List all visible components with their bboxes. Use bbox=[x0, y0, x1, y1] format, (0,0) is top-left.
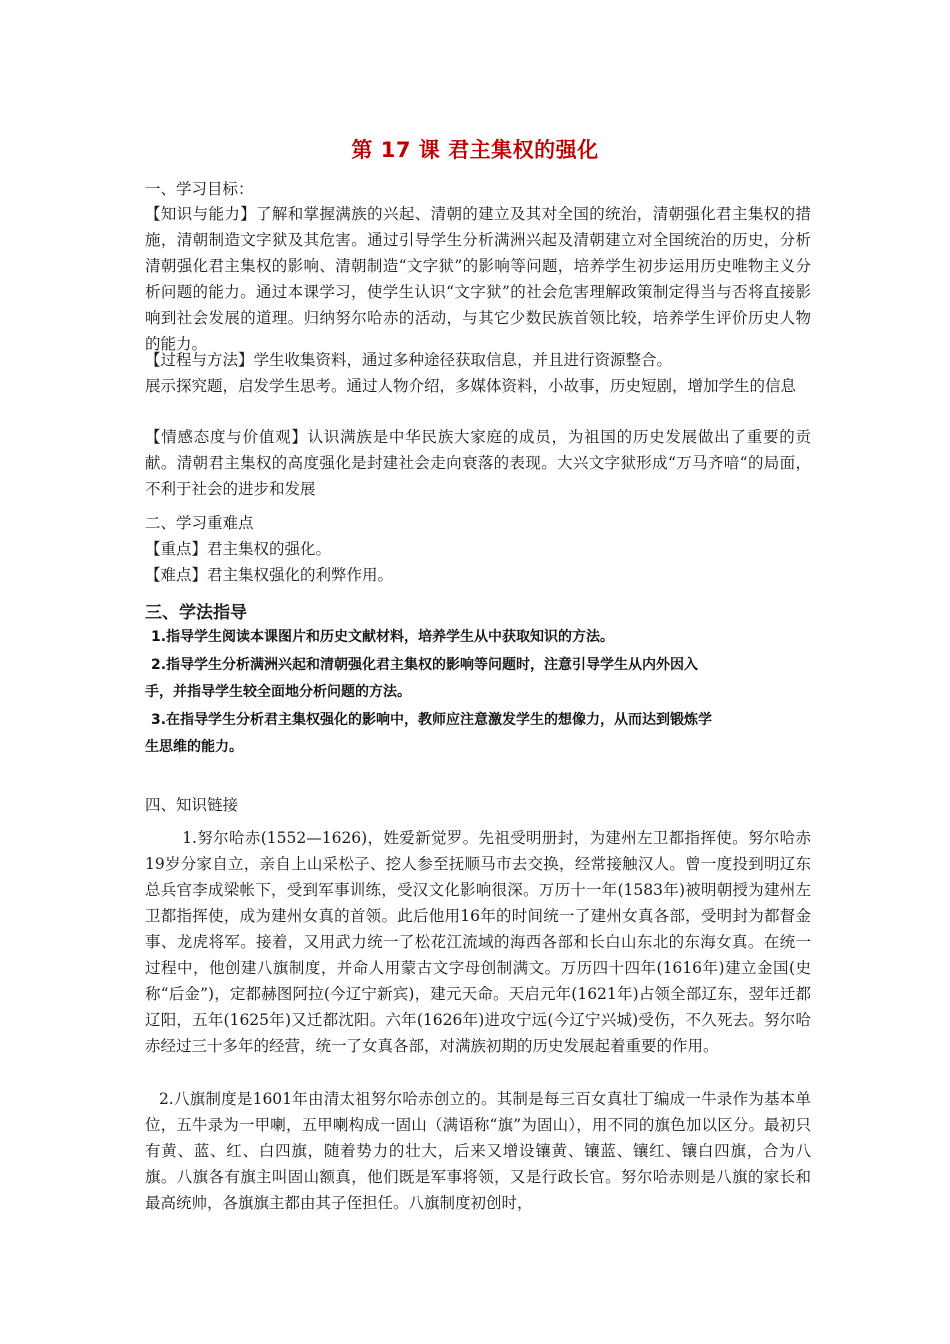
process-method-paragraph: 【过程与方法】学生收集资料，通过多种途径获取信息，并且进行资源整合。 bbox=[145, 351, 673, 369]
method-guide-item-3: 3.在指导学生分析君主集权强化的影响中，教师应注意激发学生的想像力，从而达到锻炼学 bbox=[151, 712, 713, 728]
section-heading-knowledge-link: 四、知识链接 bbox=[145, 796, 239, 814]
method-guide-item-2: 2.指导学生分析满洲兴起和清朝强化君主集权的影响等问题时，注意引导学生从内外因入 bbox=[151, 657, 699, 673]
difficult-point: 【难点】君主集权强化的利弊作用。 bbox=[145, 566, 394, 584]
exploration-paragraph: 展示探究题，启发学生思考。通过人物介绍，多媒体资料，小故事，历史短剧，增加学生的信息 bbox=[145, 377, 797, 395]
section-heading-keypoints: 二、学习重难点 bbox=[145, 514, 254, 532]
method-guide-item-1: 1.指导学生阅读本课图片和历史文献材料，培养学生从中获取知识的方法。 bbox=[151, 629, 615, 645]
knowledge-ability-paragraph: 【知识与能力】了解和掌握满族的兴起、清朝的建立及其对全国的统治，清朝强化君主集权的措施，清朝制造文字狱及其危害。通过引导学生分析满洲兴起及清朝建立对全国统治的历史，分析清朝强化君主集权的影响、清朝制造“文字狱”的影响等问题，培养学生初步运用历史唯物主义分析问题的能力。通过本课学习，使学生认识“文字狱”的社会危害理解政策制定得当与否将直接影响到社会发展的道理。归纳努尔哈赤的活动，与其它少数民族首领比较，培养学生评价历史人物的能力。 bbox=[145, 205, 811, 353]
key-point: 【重点】君主集权的强化。 bbox=[145, 540, 332, 558]
page-title: 第 17 课 君主集权的强化 bbox=[351, 138, 599, 162]
knowledge-link-eight-banners: 2.八旗制度是1601年由清太祖努尔哈赤创立的。其制是每三百女真壮丁编成一牛录作为基本单位，五牛录为一甲喇，五甲喇构成一固山（满语称“旗”为固山），用不同的旗色加以区分。最初只有黄、蓝、红、白四旗，随着势力的壮大，后来又增设镶黄、镶蓝、镶红、镶白四旗，合为八旗。八旗各有旗主叫固山额真，他们既是军事将领，又是行政长官。努尔哈赤则是八旗的家长和最高统帅，各旗旗主都由其子侄担任。八旗制度初创时， bbox=[145, 1090, 811, 1212]
emotion-values-paragraph: 【情感态度与价值观】认识满族是中华民族大家庭的成员，为祖国的历史发展做出了重要的贡献。清朝君主集权的高度强化是封建社会走向衰落的表现。大兴文字狱形成“万马齐喑“的局面，不利于社会的进步和发展 bbox=[145, 428, 811, 498]
method-guide-item-3-cont: 生思维的能力。 bbox=[145, 739, 243, 755]
section-heading-objectives: 一、学习目标： bbox=[145, 180, 254, 198]
knowledge-link-nurhaci: 1.努尔哈赤(1552—1626)，姓爱新觉罗。先祖受明册封，为建州左卫都指挥使。努尔哈赤19岁分家自立，亲自上山采松子、挖人参至抚顺马市去交换，经常接触汉人。曾一度投到明辽东总兵官李成梁帐下，受到军事训练，受汉文化影响很深。万历十一年(1583年)被明朝授为建州左卫都指挥使，成为建州女真的首领。此后他用16年的时间统一了建州女真各部，受明封为都督金事、龙虎将军。接着，又用武力统一了松花江流域的海西各部和长白山东北的东海女真。在统一过程中，他创建八旗制度，并命人用蒙古文字母创制满文。万历四十四年(1616年)建立金国(史称“后金”)，定都赫图阿拉(今辽宁新宾)，建元天命。天启元年(1621年)占领全部辽东，翌年迁都辽阳，五年(1625年)又迁都沈阳。六年(1626年)进攻宁远(今辽宁兴城)受伤，不久死去。努尔哈赤经过三十多年的经营，统一了女真各部，对满族初期的历史发展起着重要的作用。 bbox=[145, 829, 811, 1055]
method-guide-item-2-cont: 手，并指导学生较全面地分析问题的方法。 bbox=[145, 684, 411, 700]
section-heading-method-guide: 三、学法指导 bbox=[145, 603, 247, 623]
